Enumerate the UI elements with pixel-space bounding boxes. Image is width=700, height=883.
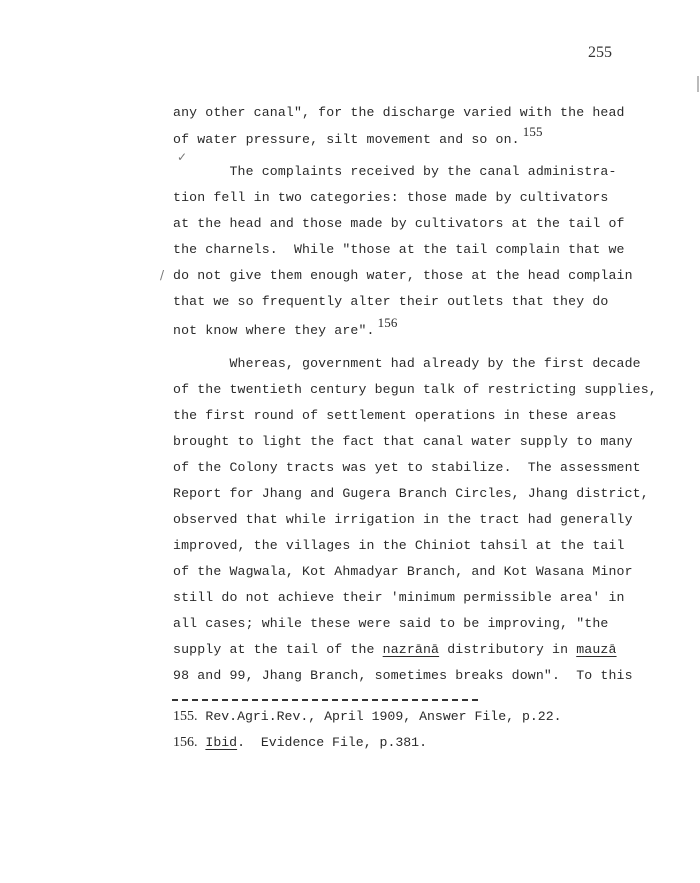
line-text: of the Wagwala, Kot Ahmadyar Branch, and Kot Wasana Minor: [173, 564, 633, 579]
body-line-6: [173, 241, 625, 259]
footnote-ref-156[interactable]: 156: [377, 315, 398, 330]
body-line-10: [173, 355, 641, 373]
line-text: improved, the villages in the Chiniot tahsil at the tail: [173, 538, 625, 553]
page-number: 255: [588, 44, 612, 61]
body-line-13: [173, 433, 633, 451]
footnote-text: Rev.Agri.Rev., April 1909, Answer File, p.22.: [197, 709, 562, 724]
body-line-11: [173, 381, 657, 399]
body-line-2: [173, 124, 543, 149]
body-line-4: [173, 189, 608, 207]
body-line-20: [173, 615, 608, 633]
body-line-19: [173, 589, 625, 607]
line-text: supply at the tail of the: [173, 642, 383, 657]
line-text: observed that while irrigation in the tract had generally: [173, 512, 633, 527]
margin-slash-mark: /: [160, 268, 165, 282]
body-line-18: [173, 563, 633, 581]
line-text: the first round of settlement operations in these areas: [173, 408, 617, 423]
footnote-156: [173, 734, 427, 752]
footnote-number: 155.: [173, 709, 198, 724]
body-line-14: [173, 459, 641, 477]
body-line-15: [173, 485, 649, 503]
line-text: the charnels. While "those at the tail complain that we: [173, 242, 625, 257]
line-text: of the twentieth century begun talk of restricting supplies,: [173, 382, 657, 397]
body-line-12: [173, 407, 617, 425]
body-line-7: [173, 267, 633, 285]
body-line-21: [173, 641, 617, 659]
line-text: all cases; while these were said to be improving, "the: [173, 616, 609, 631]
body-line-17: [173, 537, 625, 555]
body-line-9: [173, 315, 398, 340]
body-line-22: [173, 667, 633, 685]
line-text: at the head and those made by cultivators at the tail of: [173, 216, 625, 231]
line-text: not know where they are".: [173, 323, 375, 338]
footnote-155: [173, 708, 562, 726]
footnote-ref-155[interactable]: 155: [522, 124, 543, 139]
line-text: that we so frequently alter their outlets that they do: [173, 294, 609, 309]
footnote-text: . Evidence File, p.381.: [237, 735, 428, 750]
margin-check-mark: ✓: [177, 150, 188, 164]
line-text: Report for Jhang and Gugera Branch Circles, Jhang district,: [173, 486, 649, 501]
line-text: tion fell in two categories: those made by cultivators: [173, 190, 609, 205]
footnote-ibid: Ibid: [205, 735, 238, 750]
footnote-number: 156.: [173, 735, 198, 750]
body-line-1: [173, 104, 625, 122]
page-edge-mark: [697, 76, 699, 92]
line-text: brought to light the fact that canal water supply to many: [173, 434, 633, 449]
line-text: Whereas, government had already by the first decade: [173, 356, 641, 371]
line-text: distributory in: [439, 642, 577, 657]
line-text: of the Colony tracts was yet to stabilize. The assessment: [173, 460, 641, 475]
term-nazrana: nazrānā: [382, 642, 440, 657]
body-line-3: [173, 163, 617, 181]
line-text: of water pressure, silt movement and so on.: [173, 132, 520, 147]
body-line-16: [173, 511, 633, 529]
term-mauza: mauzā: [576, 642, 617, 657]
line-text: The complaints received by the canal administra-: [173, 164, 617, 179]
footnote-separator: [172, 699, 478, 701]
line-text: still do not achieve their 'minimum permissible area' in: [173, 590, 625, 605]
line-text: 98 and 99, Jhang Branch, sometimes breaks down". To this: [173, 668, 633, 683]
body-line-5: [173, 215, 625, 233]
line-text: any other canal", for the discharge varied with the head: [173, 105, 625, 120]
line-text: do not give them enough water, those at the head complain: [173, 268, 633, 283]
body-line-8: [173, 293, 608, 311]
